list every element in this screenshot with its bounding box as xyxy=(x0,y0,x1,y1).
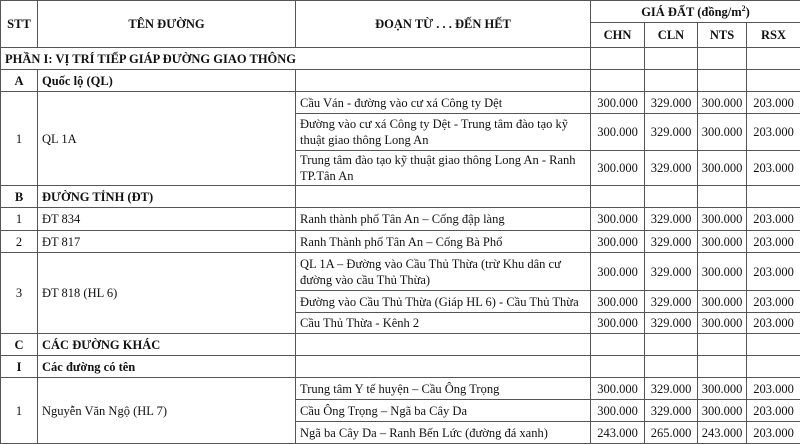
price-nts: 300.000 xyxy=(698,114,747,151)
price-chn: 300.000 xyxy=(591,231,645,253)
price-rsx: 203.000 xyxy=(747,313,800,334)
price-chn: 300.000 xyxy=(591,400,645,422)
segment: Ngã ba Cây Da – Ranh Bến Lức (đường đá xanh) xyxy=(296,422,591,444)
price-nts: 300.000 xyxy=(698,208,747,231)
price-cln: 329.000 xyxy=(645,151,698,186)
price-cln: 329.000 xyxy=(645,208,698,231)
price-cln: 265.000 xyxy=(645,422,698,444)
price-cln: 329.000 xyxy=(645,291,698,313)
price-chn: 300.000 xyxy=(591,378,645,400)
segment: Cầu Thủ Thừa - Kênh 2 xyxy=(296,313,591,334)
price-rsx: 203.000 xyxy=(747,253,800,291)
header-gia-dat-close: ) xyxy=(746,5,750,19)
price-nts: 300.000 xyxy=(698,151,747,186)
price-cln: 329.000 xyxy=(645,400,698,422)
road-name: ĐT 834 xyxy=(38,208,296,231)
price-cln: 329.000 xyxy=(645,92,698,114)
price-cln: 329.000 xyxy=(645,378,698,400)
price-nts: 243.000 xyxy=(698,422,747,444)
row-stt: 2 xyxy=(1,231,38,253)
road-name: Nguyễn Văn Ngộ (HL 7) xyxy=(38,378,296,444)
section-name: Quốc lộ (QL) xyxy=(38,70,296,92)
price-rsx: 203.000 xyxy=(747,92,800,114)
section-i-row xyxy=(1,356,800,378)
price-chn: 300.000 xyxy=(591,151,645,186)
header-gia-dat-label: GIÁ ĐẤT (đồng/m xyxy=(641,5,741,19)
header-stt: STT xyxy=(1,1,38,48)
table-row xyxy=(1,231,800,253)
table-row xyxy=(1,253,800,291)
section-a-row xyxy=(1,70,800,92)
header-gia-dat xyxy=(591,1,800,23)
price-rsx: 203.000 xyxy=(747,151,800,186)
price-rsx: 203.000 xyxy=(747,291,800,313)
segment: Cầu Ông Trọng – Ngã ba Cây Da xyxy=(296,400,591,422)
segment: Ranh Thành phố Tân An – Cống Bà Phổ xyxy=(296,231,591,253)
header-row xyxy=(1,1,800,23)
segment: Đường vào Cầu Thủ Thừa (Giáp HL 6) - Cầu Thủ Thừa xyxy=(296,291,591,313)
segment: Ranh thành phố Tân An – Cống đập làng xyxy=(296,208,591,231)
price-chn: 300.000 xyxy=(591,208,645,231)
price-cln: 329.000 xyxy=(645,114,698,151)
header-gia-dat-sup: 2 xyxy=(742,3,746,12)
section-name: Các đường có tên xyxy=(38,356,296,378)
road-name: ĐT 817 xyxy=(38,231,296,253)
section-b-row xyxy=(1,186,800,208)
price-nts: 300.000 xyxy=(698,253,747,291)
price-rsx: 203.000 xyxy=(747,422,800,444)
segment: Trung tâm Y tế huyện – Cầu Ông Trọng xyxy=(296,378,591,400)
header-doan: ĐOẠN TỪ . . . ĐẾN HẾT xyxy=(296,1,591,48)
section-c-row xyxy=(1,334,800,356)
price-cln: 329.000 xyxy=(645,253,698,291)
road-name: QL 1A xyxy=(38,92,296,186)
table-row xyxy=(1,92,800,114)
price-rsx: 203.000 xyxy=(747,231,800,253)
price-nts: 300.000 xyxy=(698,92,747,114)
row-stt: 1 xyxy=(1,208,38,231)
header-chn: CHN xyxy=(591,23,645,48)
road-name: ĐT 818 (HL 6) xyxy=(38,253,296,334)
section-stt: A xyxy=(1,70,38,92)
segment: Đường vào cư xá Công ty Dệt - Trung tâm đào tạo kỹ thuật giao thông Long An xyxy=(296,114,591,151)
table-row xyxy=(1,208,800,231)
header-rsx: RSX xyxy=(747,23,800,48)
header-nts: NTS xyxy=(698,23,747,48)
section-name: CÁC ĐƯỜNG KHÁC xyxy=(38,334,296,356)
header-ten-duong: TÊN ĐƯỜNG xyxy=(38,1,296,48)
price-cln: 329.000 xyxy=(645,231,698,253)
price-chn: 300.000 xyxy=(591,92,645,114)
segment: Cầu Ván - đường vào cư xá Công ty Dệt xyxy=(296,92,591,114)
section-stt: C xyxy=(1,334,38,356)
price-rsx: 203.000 xyxy=(747,114,800,151)
section-name: ĐƯỜNG TỈNH (ĐT) xyxy=(38,186,296,208)
section-stt: I xyxy=(1,356,38,378)
price-chn: 300.000 xyxy=(591,114,645,151)
price-nts: 300.000 xyxy=(698,291,747,313)
price-chn: 300.000 xyxy=(591,291,645,313)
price-chn: 243.000 xyxy=(591,422,645,444)
price-chn: 300.000 xyxy=(591,313,645,334)
price-rsx: 203.000 xyxy=(747,378,800,400)
row-stt: 3 xyxy=(1,253,38,334)
segment: Trung tâm đào tạo kỹ thuật giao thông Long An - Ranh TP.Tân An xyxy=(296,151,591,186)
price-cln: 329.000 xyxy=(645,313,698,334)
price-chn: 300.000 xyxy=(591,253,645,291)
price-nts: 300.000 xyxy=(698,313,747,334)
segment: QL 1A – Đường vào Cầu Thủ Thừa (trừ Khu dân cư đường vào cầu Thủ Thừa) xyxy=(296,253,591,291)
price-nts: 300.000 xyxy=(698,378,747,400)
section-stt: B xyxy=(1,186,38,208)
header-cln: CLN xyxy=(645,23,698,48)
part1-title: PHẦN I: VỊ TRÍ TIẾP GIÁP ĐƯỜNG GIAO THÔNG xyxy=(1,48,591,70)
price-rsx: 203.000 xyxy=(747,400,800,422)
row-stt: 1 xyxy=(1,378,38,444)
price-rsx: 203.000 xyxy=(747,208,800,231)
price-nts: 300.000 xyxy=(698,400,747,422)
table-row xyxy=(1,378,800,400)
row-stt: 1 xyxy=(1,92,38,186)
price-nts: 300.000 xyxy=(698,231,747,253)
part1-row xyxy=(1,48,800,70)
